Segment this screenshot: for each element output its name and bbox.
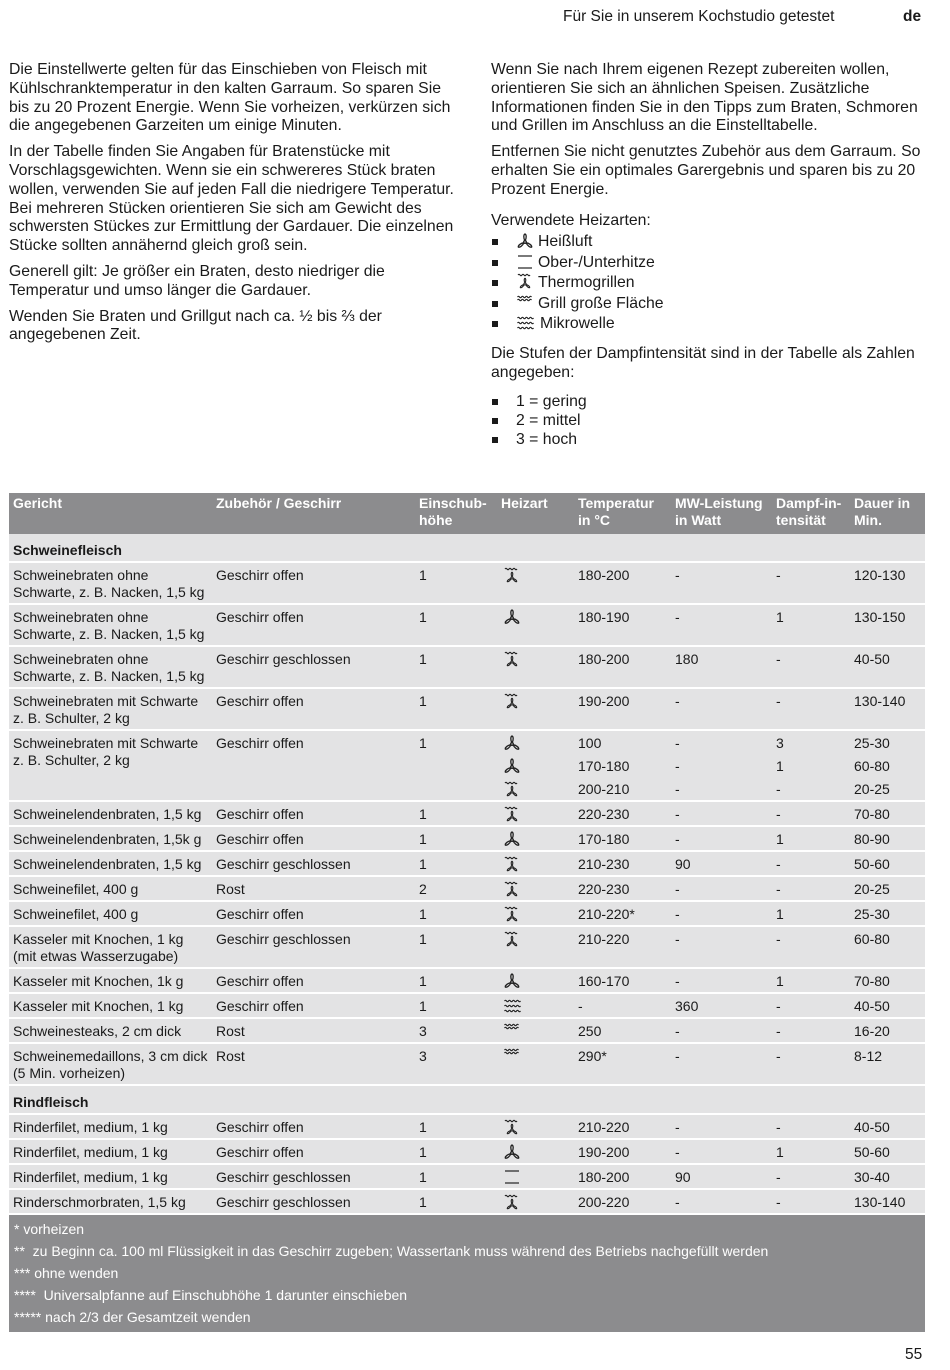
heating-mode-label: Grill große Fläche (538, 294, 664, 312)
temperature-cell: 180-190 (574, 604, 671, 646)
temperature-cell: 200-210 (574, 777, 671, 801)
steam-intensity-cell: 1 (772, 901, 850, 926)
section-title: Schweinefleisch (9, 534, 925, 562)
table-row (9, 1018, 925, 1043)
temperature-cell: 220-230 (574, 876, 671, 901)
shelf-level-cell: 3 (415, 1043, 497, 1085)
steam-intensity-cell: - (772, 1018, 850, 1043)
left-paragraph: Generell gilt: Je größer ein Braten, desto niedriger die Temperatur und umso länger die Gardauer. (9, 262, 385, 299)
dish-cell: Kasseler mit Knochen, 1 kg (9, 993, 212, 1018)
temperature-cell: 210-220 (574, 926, 671, 968)
dish-cell: Schweinesteaks, 2 cm dick (9, 1018, 212, 1043)
hot-air-icon (501, 1144, 570, 1160)
duration-cell: 50-60 (850, 1139, 925, 1164)
duration-cell: 30-40 (850, 1164, 925, 1189)
heating-mode-item (491, 253, 931, 274)
bullet (492, 418, 498, 424)
dish-cell: Rinderschmorbraten, 1,5 kg (9, 1189, 212, 1214)
table-row (9, 1043, 925, 1085)
hot-air-icon (501, 973, 570, 989)
shelf-level-cell: 1 (415, 730, 497, 801)
shelf-level-cell: 1 (415, 1114, 497, 1139)
microwave-power-cell: - (671, 968, 772, 993)
table-section-row (9, 534, 925, 562)
microwave-power-cell: - (671, 1114, 772, 1139)
table-row (9, 993, 925, 1018)
temperature-cell: 220-230 (574, 801, 671, 826)
duration-cell: 8-12 (850, 1043, 925, 1085)
bullet (492, 260, 498, 266)
accessory-cell: Geschirr offen (212, 688, 415, 730)
table-header-row (9, 493, 925, 534)
heating-mode-list (491, 232, 931, 335)
table-row (9, 968, 925, 993)
temperature-cell: - (574, 993, 671, 1018)
steam-intensity-cell: - (772, 876, 850, 901)
dish-cell: Schweinefilet, 400 g (9, 876, 212, 901)
table-row (9, 826, 925, 851)
table-row (9, 1114, 925, 1139)
microwave-power-cell: - (671, 1018, 772, 1043)
heating-mode-cell (497, 1018, 574, 1043)
duration-cell: 130-140 (850, 688, 925, 730)
temperature-cell: 170-180 (574, 826, 671, 851)
duration-cell: 25-30 (850, 901, 925, 926)
microwave-power-cell: - (671, 604, 772, 646)
accessory-cell: Geschirr offen (212, 604, 415, 646)
duration-cell: 20-25 (850, 777, 925, 801)
accessory-cell: Geschirr geschlossen (212, 851, 415, 876)
steam-intensity-cell: 1 (772, 604, 850, 646)
thermo-grill-icon (501, 651, 570, 668)
heating-mode-cell (497, 1139, 574, 1164)
table-row (9, 1189, 925, 1214)
microwave-icon (501, 998, 570, 1014)
dish-cell: Rinderfilet, medium, 1 kg (9, 1164, 212, 1189)
steam-intensity-cell: - (772, 1164, 850, 1189)
right-paragraph: Wenn Sie nach Ihrem eigenen Rezept zubereiten wollen, orientieren Sie sich an ähnlichen Speisen. Zusätzliche Informationen finden Sie in den Tipps zum Braten, Schmoren und Grillen im Anschluss an die Einstelltabelle. (491, 61, 918, 135)
duration-cell: 70-80 (850, 968, 925, 993)
heating-mode-cell (497, 1189, 574, 1214)
heating-mode-item (491, 232, 931, 253)
accessory-cell: Geschirr offen (212, 968, 415, 993)
dish-cell: Schweinebraten mit Schwarte z. B. Schulter, 2 kg (9, 730, 212, 801)
accessory-cell: Geschirr offen (212, 730, 415, 801)
table-row (9, 926, 925, 968)
heating-mode-cell (497, 604, 574, 646)
left-column (9, 61, 464, 352)
thermo-grill-icon (501, 856, 570, 873)
microwave-power-cell: - (671, 876, 772, 901)
heating-mode-cell (497, 968, 574, 993)
table-row (9, 851, 925, 876)
steam-intensity-cell: - (772, 851, 850, 876)
right-column (491, 61, 931, 459)
table-footnotes (9, 1215, 925, 1332)
heating-mode-cell (497, 993, 574, 1018)
shelf-level-cell: 1 (415, 901, 497, 926)
steam-intro: Die Stufen der Dampfintensität sind in der Tabelle als Zahlen angegeben: (491, 344, 915, 381)
heating-mode-cell (497, 851, 574, 876)
table-row (9, 646, 925, 688)
dish-cell: Rinderfilet, medium, 1 kg (9, 1139, 212, 1164)
duration-cell: 130-140 (850, 1189, 925, 1214)
temperature-cell: 210-220 (574, 1114, 671, 1139)
dish-cell: Schweinebraten ohne Schwarte, z. B. Nacken, 1,5 kg (9, 646, 212, 688)
microwave-power-cell: - (671, 926, 772, 968)
page-number: 55 (905, 1346, 923, 1363)
shelf-level-cell: 1 (415, 801, 497, 826)
temperature-cell: 180-200 (574, 562, 671, 604)
heating-mode-label: Heißluft (538, 233, 593, 251)
bullet (492, 239, 498, 245)
table-body (9, 534, 925, 1214)
col-header-microwave-power: MW-Leistung in Watt (671, 493, 772, 534)
shelf-level-cell: 1 (415, 1189, 497, 1214)
shelf-level-cell: 2 (415, 876, 497, 901)
hot-air-icon (501, 758, 570, 774)
heating-mode-cell (497, 801, 574, 826)
accessory-cell: Geschirr offen (212, 562, 415, 604)
hot-air-icon (501, 831, 570, 847)
heating-mode-cell (497, 730, 574, 754)
duration-cell: 70-80 (850, 801, 925, 826)
right-paragraph: Entfernen Sie nicht genutztes Zubehör aus dem Garraum. So erhalten Sie ein optimales Garergebnis und sparen bis zu 20 Prozent Energie. (491, 143, 921, 198)
table-row (9, 1139, 925, 1164)
accessory-cell: Geschirr offen (212, 993, 415, 1018)
table-row (9, 562, 925, 604)
table-row (9, 604, 925, 646)
accessory-cell: Rost (212, 1018, 415, 1043)
hot-air-icon (501, 735, 570, 751)
accessory-cell: Rost (212, 1043, 415, 1085)
footnote: ** zu Beginn ca. 100 ml Flüssigkeit in das Geschirr zugeben; Wassertank muss während des Betriebs nachgefüllt werden (14, 1243, 769, 1259)
heating-mode-cell (497, 646, 574, 688)
steam-intensity-cell: 1 (772, 1139, 850, 1164)
shelf-level-cell: 1 (415, 1139, 497, 1164)
heating-mode-label: Thermogrillen (538, 274, 635, 292)
steam-intensity-cell: 3 (772, 730, 850, 754)
steam-level-label: 3 = hoch (516, 431, 578, 449)
col-header-steam-intensity: Dampf-in-tensität (772, 493, 850, 534)
steam-intensity-cell: - (772, 646, 850, 688)
steam-level-label: 1 = gering (516, 393, 587, 411)
table-row (9, 876, 925, 901)
accessory-cell: Geschirr geschlossen (212, 1189, 415, 1214)
duration-cell: 130-150 (850, 604, 925, 646)
steam-level-label: 2 = mittel (516, 412, 581, 430)
dish-cell: Schweinebraten ohne Schwarte, z. B. Nacken, 1,5 kg (9, 562, 212, 604)
accessory-cell: Geschirr offen (212, 1114, 415, 1139)
dish-cell: Schweinelendenbraten, 1,5 kg (9, 801, 212, 826)
hot-air-icon (516, 233, 538, 250)
steam-intensity-cell: - (772, 1043, 850, 1085)
dish-cell: Kasseler mit Knochen, 1 kg (mit etwas Wasserzugabe) (9, 926, 212, 968)
heating-mode-item (491, 314, 931, 335)
thermo-grill-icon (501, 906, 570, 923)
heating-mode-cell (497, 1114, 574, 1139)
grill-large-icon (501, 1048, 570, 1064)
microwave-power-cell: - (671, 754, 772, 777)
shelf-level-cell: 3 (415, 1018, 497, 1043)
accessory-cell: Geschirr geschlossen (212, 646, 415, 688)
temperature-cell: 170-180 (574, 754, 671, 777)
duration-cell: 20-25 (850, 876, 925, 901)
temperature-cell: 100 (574, 730, 671, 754)
heating-mode-item (491, 273, 931, 294)
steam-level-list (491, 392, 931, 449)
steam-intensity-cell: - (772, 777, 850, 801)
col-header-shelf-level: Einschub-höhe (415, 493, 497, 534)
heating-mode-item (491, 294, 931, 315)
steam-intensity-cell: - (772, 926, 850, 968)
steam-intensity-cell: 1 (772, 968, 850, 993)
microwave-power-cell: - (671, 688, 772, 730)
section-title: Rindfleisch (9, 1085, 925, 1114)
steam-intensity-cell: 1 (772, 826, 850, 851)
temperature-cell: 210-220* (574, 901, 671, 926)
thermo-grill-icon (516, 274, 538, 291)
shelf-level-cell: 1 (415, 926, 497, 968)
shelf-level-cell: 1 (415, 688, 497, 730)
grill-large-icon (501, 1023, 570, 1039)
top-bottom-heat-icon (516, 254, 538, 271)
heating-mode-cell (497, 777, 574, 801)
thermo-grill-icon (501, 567, 570, 584)
duration-cell: 40-50 (850, 993, 925, 1018)
microwave-power-cell: 180 (671, 646, 772, 688)
heating-mode-cell (497, 876, 574, 901)
bullet (492, 280, 498, 286)
thermo-grill-icon (501, 881, 570, 898)
footnote: * vorheizen (14, 1221, 85, 1237)
accessory-cell: Rost (212, 876, 415, 901)
table-section-row (9, 1085, 925, 1114)
shelf-level-cell: 1 (415, 646, 497, 688)
footnote: **** Universalpfanne auf Einschubhöhe 1 darunter einschieben (14, 1287, 408, 1303)
table-row (9, 901, 925, 926)
temperature-cell: 180-200 (574, 646, 671, 688)
microwave-power-cell: - (671, 826, 772, 851)
microwave-power-cell: 90 (671, 1164, 772, 1189)
table-row (9, 801, 925, 826)
col-header-duration: Dauer in Min. (850, 493, 925, 534)
duration-cell: 16-20 (850, 1018, 925, 1043)
dish-cell: Schweinebraten ohne Schwarte, z. B. Nacken, 1,5 kg (9, 604, 212, 646)
microwave-power-cell: 90 (671, 851, 772, 876)
heating-mode-cell (497, 901, 574, 926)
thermo-grill-icon (501, 1194, 570, 1211)
accessory-cell: Geschirr offen (212, 901, 415, 926)
microwave-power-cell: - (671, 1043, 772, 1085)
dish-cell: Schweinefilet, 400 g (9, 901, 212, 926)
heating-mode-cell (497, 1164, 574, 1189)
header-language: de (903, 8, 922, 25)
shelf-level-cell: 1 (415, 1164, 497, 1189)
footnote: ***** nach 2/3 der Gesamtzeit wenden (14, 1309, 251, 1325)
temperature-cell: 290* (574, 1043, 671, 1085)
table-row (9, 688, 925, 730)
accessory-cell: Geschirr offen (212, 1139, 415, 1164)
steam-level-item (491, 430, 931, 449)
thermo-grill-icon (501, 781, 570, 798)
heating-mode-cell (497, 926, 574, 968)
steam-intensity-cell: - (772, 801, 850, 826)
footnote: *** ohne wenden (14, 1265, 119, 1281)
thermo-grill-icon (501, 693, 570, 710)
thermo-grill-icon (501, 806, 570, 823)
col-header-accessory: Zubehör / Geschirr (212, 493, 415, 534)
temperature-cell: 190-200 (574, 1139, 671, 1164)
settings-table (9, 493, 925, 1215)
microwave-power-cell: - (671, 1139, 772, 1164)
accessory-cell: Geschirr geschlossen (212, 926, 415, 968)
steam-intensity-cell: - (772, 1189, 850, 1214)
thermo-grill-icon (501, 1119, 570, 1136)
accessory-cell: Geschirr offen (212, 826, 415, 851)
accessory-cell: Geschirr offen (212, 801, 415, 826)
duration-cell: 60-80 (850, 926, 925, 968)
hot-air-icon (501, 609, 570, 625)
grill-large-icon (516, 295, 538, 312)
shelf-level-cell: 1 (415, 993, 497, 1018)
microwave-power-cell: - (671, 1189, 772, 1214)
temperature-cell: 160-170 (574, 968, 671, 993)
bullet (492, 321, 498, 327)
table-row (9, 1164, 925, 1189)
microwave-icon (516, 315, 540, 332)
microwave-power-cell: - (671, 730, 772, 754)
duration-cell: 50-60 (850, 851, 925, 876)
heating-mode-cell (497, 688, 574, 730)
steam-intensity-cell: - (772, 993, 850, 1018)
settings-table-wrapper (9, 493, 925, 1332)
steam-level-item (491, 411, 931, 430)
thermo-grill-icon (501, 931, 570, 948)
shelf-level-cell: 1 (415, 851, 497, 876)
shelf-level-cell: 1 (415, 604, 497, 646)
dish-cell: Schweinelendenbraten, 1,5 kg (9, 851, 212, 876)
steam-intensity-cell: - (772, 688, 850, 730)
heating-mode-label: Mikrowelle (540, 315, 615, 333)
accessory-cell: Geschirr geschlossen (212, 1164, 415, 1189)
dish-cell: Schweinebraten mit Schwarte z. B. Schulter, 2 kg (9, 688, 212, 730)
duration-cell: 40-50 (850, 1114, 925, 1139)
table-row (9, 730, 925, 754)
top-bottom-heat-icon (501, 1169, 570, 1185)
temperature-cell: 210-230 (574, 851, 671, 876)
left-paragraph: Die Einstellwerte gelten für das Einschieben von Fleisch mit Kühlschranktemperatur in den kalten Garraum. So sparen Sie bis zu 20 Prozent Energie. Wenn Sie vorheizen, verkürzen sich die angegebenen Garzeiten um einige Minuten. (9, 61, 451, 135)
col-header-temperature: Temperatur in °C (574, 493, 671, 534)
microwave-power-cell: 360 (671, 993, 772, 1018)
microwave-power-cell: - (671, 562, 772, 604)
bullet (492, 399, 498, 405)
steam-intensity-cell: - (772, 562, 850, 604)
dish-cell: Rinderfilet, medium, 1 kg (9, 1114, 212, 1139)
heating-mode-cell (497, 826, 574, 851)
temperature-cell: 200-220 (574, 1189, 671, 1214)
shelf-level-cell: 1 (415, 968, 497, 993)
heating-mode-cell (497, 562, 574, 604)
bullet (492, 301, 498, 307)
microwave-power-cell: - (671, 901, 772, 926)
dish-cell: Schweinemedaillons, 3 cm dick (5 Min. vorheizen) (9, 1043, 212, 1085)
duration-cell: 60-80 (850, 754, 925, 777)
left-paragraph: Wenden Sie Braten und Grillgut nach ca. ½ bis ⅔ der angegebenen Zeit. (9, 307, 382, 344)
steam-intensity-cell: 1 (772, 754, 850, 777)
heating-mode-cell (497, 754, 574, 777)
microwave-power-cell: - (671, 801, 772, 826)
steam-level-item (491, 392, 931, 411)
microwave-power-cell: - (671, 777, 772, 801)
heating-mode-cell (497, 1043, 574, 1085)
bullet (492, 437, 498, 443)
heating-mode-label: Ober-/Unterhitze (538, 253, 655, 271)
duration-cell: 25-30 (850, 730, 925, 754)
col-header-dish: Gericht (9, 493, 212, 534)
shelf-level-cell: 1 (415, 826, 497, 851)
dish-cell: Kasseler mit Knochen, 1k g (9, 968, 212, 993)
duration-cell: 80-90 (850, 826, 925, 851)
steam-intensity-cell: - (772, 1114, 850, 1139)
dish-cell: Schweinelendenbraten, 1,5k g (9, 826, 212, 851)
heating-intro: Verwendete Heizarten: (491, 211, 651, 229)
duration-cell: 40-50 (850, 646, 925, 688)
temperature-cell: 190-200 (574, 688, 671, 730)
duration-cell: 120-130 (850, 562, 925, 604)
col-header-heating-mode: Heizart (497, 493, 574, 534)
left-paragraph: In der Tabelle finden Sie Angaben für Bratenstücke mit Vorschlagsgewichten. Wenn sie ein schwereres Stück braten wollen, verwenden Sie auf jeden Fall die niedrigere Temperatur. Bei mehreren Stücken orientieren Sie sich am Gewicht des schwersten Stückes zur Ermittlung der Gardauer. Die einzelnen Stücke sollten annähernd gleich groß sein. (9, 143, 454, 255)
temperature-cell: 250 (574, 1018, 671, 1043)
temperature-cell: 180-200 (574, 1164, 671, 1189)
shelf-level-cell: 1 (415, 562, 497, 604)
header-title: Für Sie in unserem Kochstudio getestet (563, 8, 835, 25)
